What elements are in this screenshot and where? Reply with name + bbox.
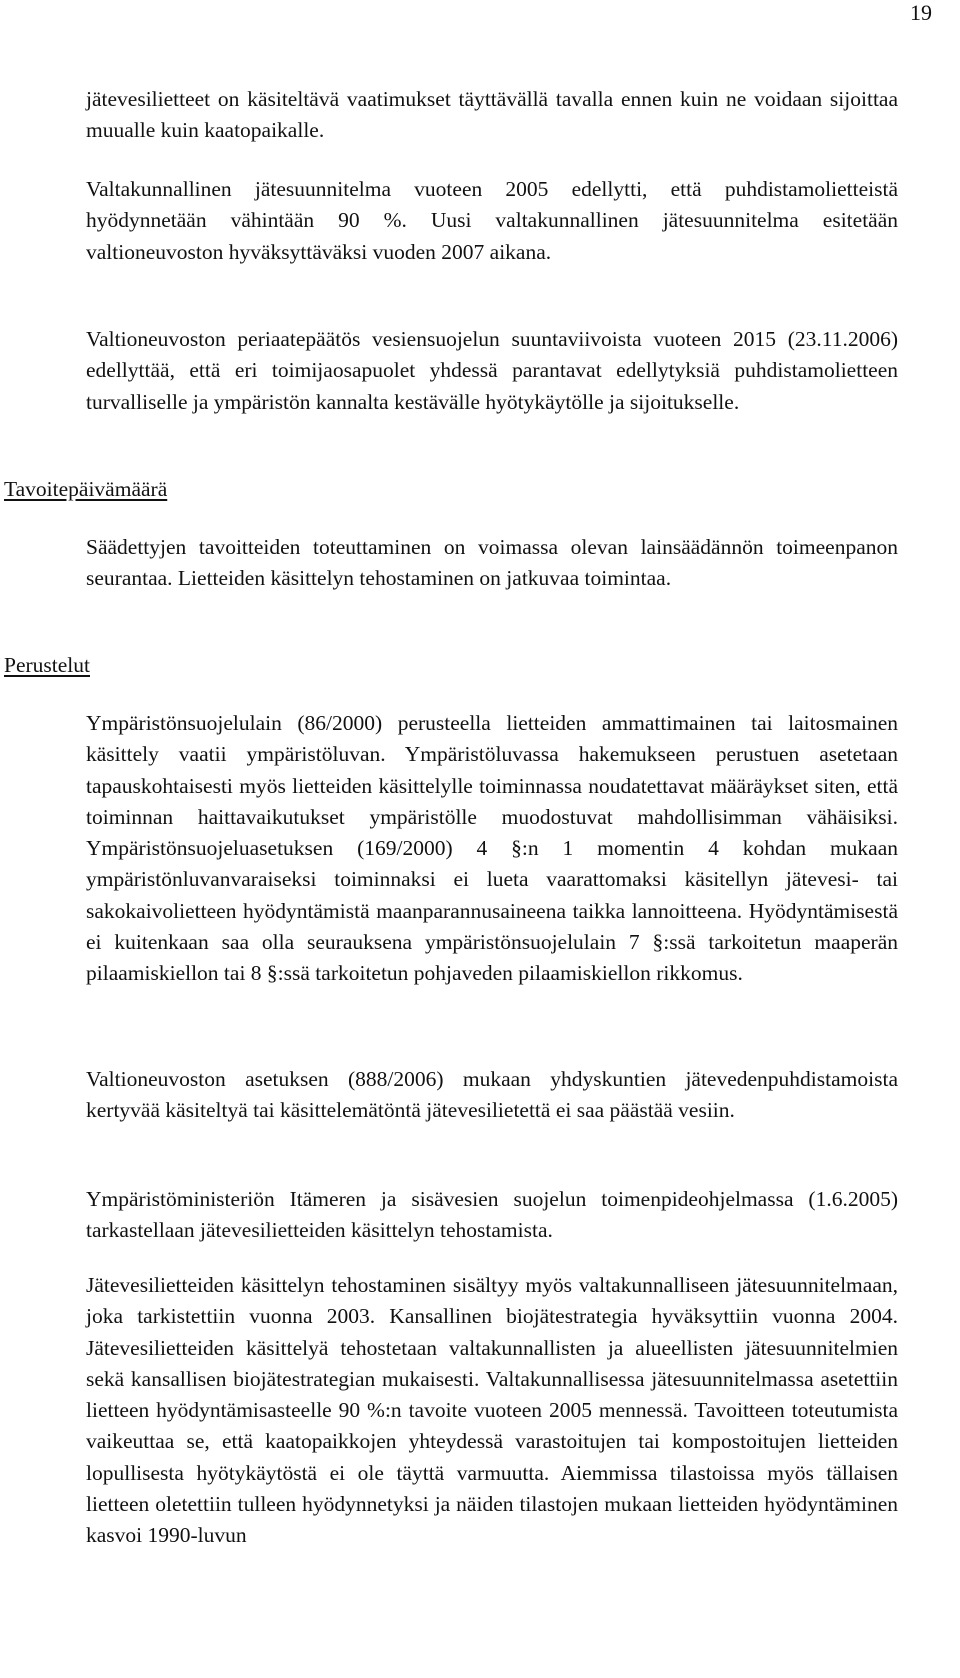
paragraph-6: Valtioneuvoston asetuksen (888/2006) mukaan yhdyskuntien jätevedenpuhdistamoista kertyvää käsiteltyä tai käsittelemätöntä jätevesilietettä ei saa päästää vesiin. [86,1067,898,1123]
page-number: 19 [910,0,932,25]
heading-target-date: Tavoitepäivämäärä [4,477,168,501]
paragraph-4: Säädettyjen tavoitteiden toteuttaminen on voimassa olevan lainsäädännön toimeenpanon seurantaa. Lietteiden käsittelyn tehostaminen on jatkuvaa toimintaa. [86,535,898,591]
paragraph-2: Valtakunnallinen jätesuunnitelma vuoteen 2005 edellytti, että puhdistamolietteistä hyödynnetään vähintään 90 %. Uusi valtakunnallinen jätesuunnitelma esitetään valtioneuvoston hyväksyttäväksi vuoden 2007 aikana. [86,177,898,264]
paragraph-1: jätevesilietteet on käsiteltävä vaatimukset täyttävällä tavalla ennen kuin ne voidaan sijoittaa muualle kuin kaatopaikalle. [86,87,898,143]
heading-rationale: Perustelut [4,653,90,677]
paragraph-7: Ympäristöministeriön Itämeren ja sisävesien suojelun toimenpideohjelmassa (1.6.2005) tarkastellaan jätevesilietteiden käsittelyn tehostamista. [86,1187,898,1243]
paragraph-5: Ympäristönsuojelulain (86/2000) perusteella lietteiden ammattimainen tai laitosmainen käsittely vaatii ympäristöluvan. Ympäristöluvassa hakemukseen perustuen asetetaan tapauskohtaisesti myös lietteiden käsittelylle toiminnassa noudatettavat määräykset siten, että toiminnan haittavaikutukset ympäristölle muodostuvat mahdollisimman vähäisiksi. Ympäristönsuojeluasetuksen (169/2000) 4 §:n 1 momentin 4 kohdan mukaan ympäristönluvanvaraiseksi toiminnaksi ei lueta vaarattomaksi käsitellyn jätevesi- tai sakokaivolietteen hyödyntämistä maanparannusaineena taikka lannoitteena. Hyödyntämisestä ei kuitenkaan saa olla seurauksena ympäristönsuojelulain 7 §:ssä tarkoitetun maaperän pilaamiskiellon tai 8 §:ssä tarkoitetun pohjaveden pilaamiskiellon rikkomus. [86,711,898,986]
paragraph-3: Valtioneuvoston periaatepäätös vesiensuojelun suuntaviivoista vuoteen 2015 (23.11.2006) edellyttää, että eri toimijaosapuolet yhdessä parantavat edellytyksiä puhdistamolietteen turvalliselle ja ympäristön kannalta kestävälle hyötykäytölle ja sijoitukselle. [86,327,898,414]
paragraph-8: Jätevesilietteiden käsittelyn tehostaminen sisältyy myös valtakunnalliseen jätesuunnitelmaan, joka tarkistettiin vuonna 2003. Kansallinen biojätestrategia hyväksyttiin vuonna 2004. Jätevesilietteiden käsittelyä tehostetaan valtakunnallisten ja alueellisten jätesuunnitelmien sekä kansallisen biojätestrategian mukaisesti. Valtakunnallisessa jätesuunnitelmassa asetettiin lietteen hyödyntämisasteelle 90 %:n tavoite vuoteen 2005 mennessä. Tavoitteen toteutumista vaikeuttaa se, että kaatopaikkojen yhteydessä varastoitujen tai kompostoitujen lietteiden lopullisesta hyötykäytöstä ei ole täyttä varmuutta. Aiemmissa tilastoissa myös tällaisen lietteen oletettiin tulleen hyödynnetyksi ja näiden tilastojen mukaan lietteiden hyödyntäminen kasvoi 1990-luvun [86,1273,898,1548]
